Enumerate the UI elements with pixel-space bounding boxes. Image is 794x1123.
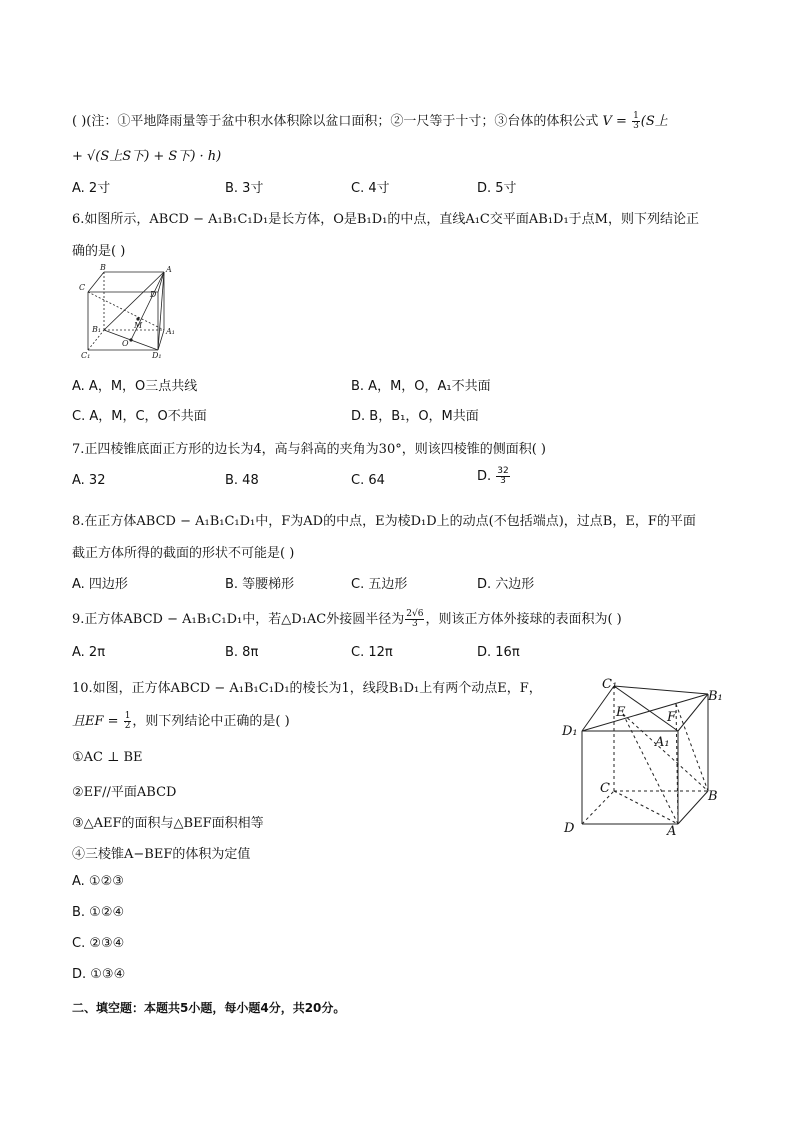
label-a: A: [667, 824, 677, 839]
edge: [614, 686, 708, 694]
q10-frac-den: 2: [124, 721, 131, 731]
q10-option-c: C. ②③④: [72, 936, 125, 951]
q10-fraction: [124, 712, 132, 731]
q8-option-c: C. 五边形: [351, 577, 408, 592]
q8-option-a: A. 四边形: [72, 577, 128, 592]
q6-line1: 6.如图所示，ABCD − A₁B₁C₁D₁是长方体，O是B₁D₁的中点，直线A₁C交平面AB₁D₁于点M，则下列结论正: [72, 212, 699, 227]
label-c1: C₁: [602, 677, 618, 692]
q8-line2: 截正方体所得的截面的形状不可能是( ): [72, 546, 295, 561]
q7-option-d-fraction: [496, 467, 509, 486]
q5-frac-num: 1: [633, 111, 639, 121]
q7-option-d-den: 3: [500, 476, 506, 486]
q5-fraction: [632, 112, 640, 131]
q9-option-a: A. 2π: [72, 645, 106, 660]
q10-cube-figure: [558, 676, 728, 846]
q7-option-d-num: 32: [497, 466, 509, 476]
q9-fraction: [405, 610, 424, 629]
q5-option-b: B. 3寸: [225, 181, 264, 196]
point-o: [129, 338, 132, 341]
hidden-edge: [676, 704, 708, 791]
q10-statement-1: ①AC ⊥ BE: [72, 750, 143, 765]
q7-line1: 7.正四棱锥底面正方形的边长为4，高与斜高的夹角为30°，则该四棱锥的侧面积( ): [72, 442, 546, 457]
label-b1: B₁: [92, 325, 102, 334]
q7-option-a: A. 32: [72, 473, 106, 488]
label-m: M: [134, 321, 143, 330]
q7-option-d: [477, 467, 511, 486]
q6-box-figure: [74, 262, 184, 362]
q10-line2: [72, 710, 290, 731]
q6-option-d: D. B，B₁，O，M共面: [351, 409, 479, 424]
label-f: F: [667, 710, 677, 725]
label-e: E: [616, 705, 626, 720]
q5-line2: + √(S上S下) + S下) · h): [72, 149, 222, 164]
q5-frac-den: 3: [633, 121, 639, 131]
q10-text-a: 且EF =: [72, 714, 119, 729]
label-d1: D₁: [562, 724, 578, 739]
label-o: O: [122, 339, 129, 348]
q10-frac-num: 1: [124, 711, 131, 721]
q7-option-c: C. 64: [351, 473, 385, 488]
edge: [678, 791, 708, 824]
q9-option-d: D. 16π: [477, 645, 520, 660]
q5-option-a: A. 2寸: [72, 181, 111, 196]
q10-line1: 10.如图，正方体ABCD − A₁B₁C₁D₁的棱长为1，线段B₁D₁上有两个动点E，F，: [72, 681, 542, 696]
q9-frac-den: 3: [411, 619, 418, 629]
q10-statement-3: ③△AEF的面积与△BEF面积相等: [72, 816, 264, 831]
label-a1: A₁: [166, 327, 175, 336]
q7-option-d-prefix: D.: [477, 469, 492, 484]
edge: [582, 686, 614, 731]
diagonal: [158, 272, 164, 350]
q10-statement-4: ④三棱锥A−BEF的体积为定值: [72, 847, 251, 862]
hidden-edge: [623, 714, 708, 791]
q9-line1: [72, 608, 622, 629]
q5-formula-v: V =: [602, 114, 627, 129]
q7-option-b: B. 48: [225, 473, 259, 488]
label-a1: A₁: [655, 735, 670, 750]
q10-text-b: ，则下列结论中正确的是( ): [132, 714, 290, 729]
hidden-edge: [614, 791, 678, 824]
q8-line1: 8.在正方体ABCD − A₁B₁C₁D₁中，F为AD的中点，E为棱D₁D上的动点(不包括端点)，过点B，E，F的平面: [72, 514, 696, 529]
q8-option-b: B. 等腰梯形: [225, 577, 295, 592]
q5-text: ( )(注：①平地降雨量等于盆中积水体积除以盆口面积；②一尺等于十寸；③台体的体积公式: [72, 114, 599, 129]
section-2-heading: 二、填空题：本题共5小题，每小题4分，共20分。: [72, 1001, 346, 1015]
edge: [582, 694, 708, 731]
label-b1: B₁: [708, 689, 723, 704]
q10-option-d: D. ①③④: [72, 967, 126, 982]
q8-option-d: D. 六边形: [477, 577, 535, 592]
q10-option-a: A. ①②③: [72, 874, 124, 889]
q6-line2: 确的是( ): [72, 244, 126, 259]
label-a: A: [166, 265, 172, 274]
q5-formula-tail: (S上: [640, 114, 668, 129]
label-c1: C₁: [81, 351, 91, 360]
label-d1: D₁: [152, 351, 162, 360]
label-d: D: [150, 290, 157, 299]
label-c: C: [600, 781, 610, 796]
q6-option-c: C. A，M，C，O不共面: [72, 409, 207, 424]
q5-line1: [72, 110, 668, 131]
label-d: D: [564, 821, 575, 836]
q9-text-b: ，则该正方体外接球的表面积为( ): [425, 612, 622, 627]
label-c: C: [79, 283, 86, 292]
q5-option-d: D. 5寸: [477, 181, 517, 196]
q10-statement-2: ②EF//平面ABCD: [72, 785, 177, 800]
q9-frac-num: 2√6: [406, 609, 424, 619]
label-b: B: [708, 789, 718, 804]
q9-option-c: C. 12π: [351, 645, 393, 660]
label-b: B: [100, 263, 106, 272]
q6-option-b: B. A，M，O，A₁不共面: [351, 379, 491, 394]
q9-text-a: 9.正方体ABCD − A₁B₁C₁D₁中，若△D₁AC外接圆半径为: [72, 612, 405, 627]
q5-option-c: C. 4寸: [351, 181, 390, 196]
edge: [678, 694, 708, 731]
edge: [88, 272, 104, 292]
q10-option-b: B. ①②④: [72, 905, 125, 920]
q9-option-b: B. 8π: [225, 645, 259, 660]
q6-option-a: A. A，M，O三点共线: [72, 379, 198, 394]
